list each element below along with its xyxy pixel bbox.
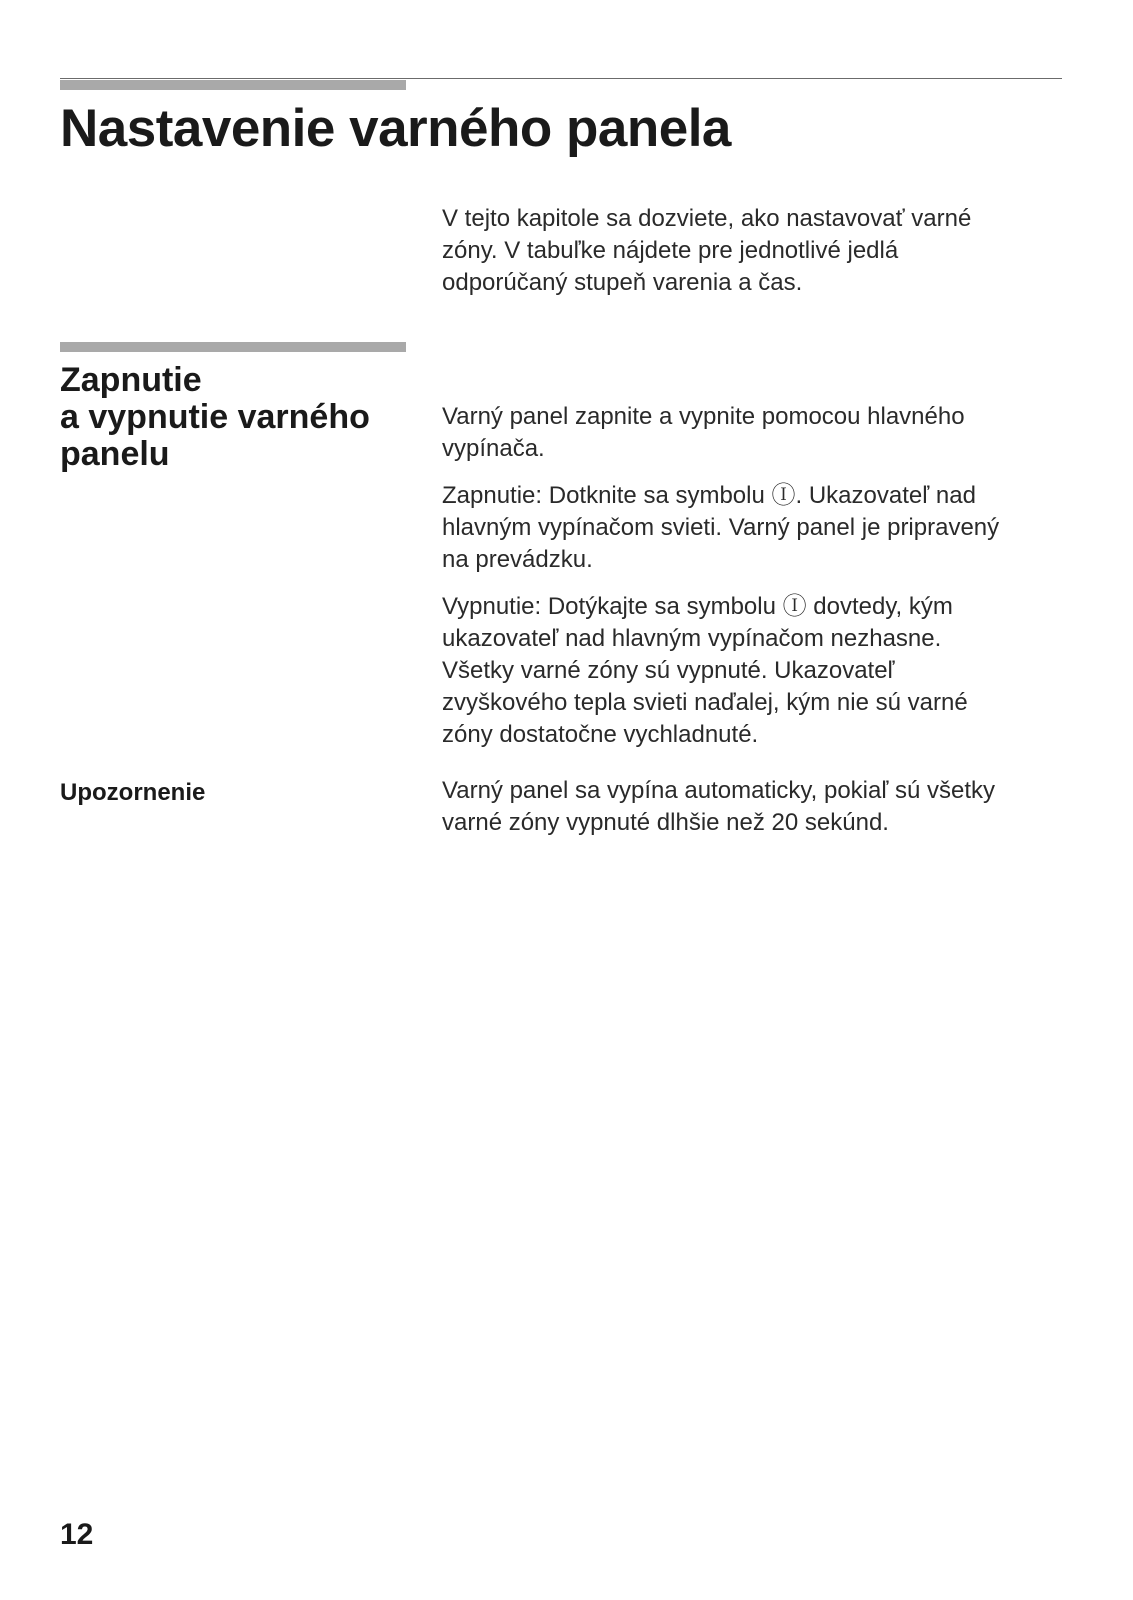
paragraph-line: ukazovateľ nad hlavným vypínačom nezhasne. (442, 625, 942, 652)
paragraph-switch-on (442, 480, 1072, 576)
paragraph-switch-off (442, 591, 1072, 751)
note-label: Upozornenie (60, 779, 206, 806)
intro-line: odporúčaný stupeň varenia a čas. (442, 269, 803, 296)
paragraph-line: hlavným vypínačom svieti. Varný panel je pripravený (442, 514, 1000, 541)
header-rule-thick (60, 80, 406, 90)
section-title-line: a vypnutie varného (60, 398, 370, 436)
section-title (60, 362, 420, 473)
section-body (442, 401, 1072, 766)
note-line: Varný panel sa vypína automaticky, pokiaľ sú všetky (442, 777, 996, 804)
section-title-line: Zapnutie (60, 361, 202, 399)
paragraph-line: Varný panel zapnite a vypnite pomocou hlavného (442, 403, 965, 430)
note-line: varné zóny vypnuté dlhšie než 20 sekúnd. (442, 809, 889, 836)
paragraph-line: Vypnutie: Dotýkajte sa symbolu Ⓘ dovtedy, kým (442, 593, 953, 620)
section-title-line: panelu (60, 435, 170, 473)
paragraph-line: zóny dostatočne vychladnuté. (442, 721, 759, 748)
intro-line: V tejto kapitole sa dozviete, ako nastavovať varné (442, 205, 972, 232)
paragraph-line: vypínača. (442, 435, 545, 462)
paragraph-line: na prevádzku. (442, 546, 593, 573)
page-number: 12 (60, 1518, 94, 1551)
note-text (442, 775, 1072, 839)
intro-line: zóny. V tabuľke nájdete pre jednotlivé jedlá (442, 237, 899, 264)
paragraph-line: Všetky varné zóny sú vypnuté. Ukazovateľ (442, 657, 895, 684)
intro-paragraph (442, 203, 1062, 299)
page-title: Nastavenie varného panela (60, 99, 731, 158)
paragraph-line: Zapnutie: Dotknite sa symbolu Ⓘ. Ukazovateľ nad (442, 482, 976, 509)
paragraph-line: zvyškového tepla svieti naďalej, kým nie sú varné (442, 689, 968, 716)
section-rule (60, 342, 406, 352)
header-rule-thin (60, 78, 1062, 79)
paragraph-switch-intro (442, 401, 1072, 465)
